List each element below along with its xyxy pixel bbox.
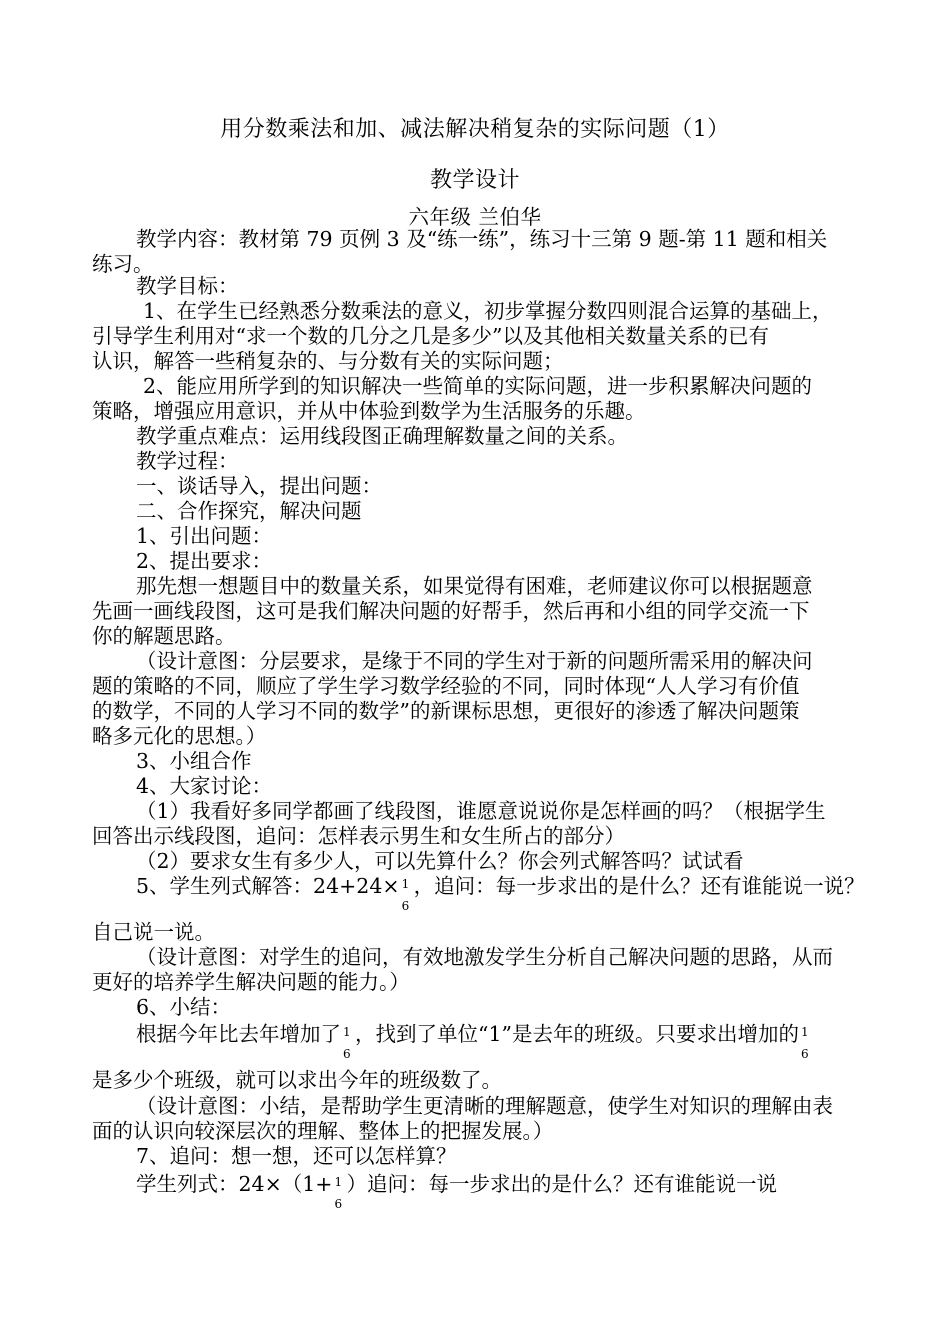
fraction-numerator: 1 <box>334 1175 343 1189</box>
summary-text: ，找到了单位“1”是去年的班级。只要求出增加的 <box>355 1022 800 1046</box>
content-line: 练习。 <box>92 252 154 276</box>
author-line: 六年级 兰伯华 <box>408 205 542 229</box>
formula-text: ，追问：每一步求出的是什么？还有谁能说一说？ <box>413 874 865 898</box>
step-line: 2、提出要求： <box>136 549 273 573</box>
section-heading: 二、合作探究，解决问题 <box>136 499 362 523</box>
fraction-one-sixth <box>400 874 414 913</box>
process-heading: 教学过程： <box>136 449 239 473</box>
document-subtitle: 教学设计 <box>429 168 520 193</box>
step-line: 4、大家讨论： <box>136 774 273 798</box>
design-note-line: （设计意图：对学生的追问，有效地激发学生分析自己解决问题的思路，从而 <box>136 945 833 969</box>
summary-text: 根据今年比去年增加了 <box>136 1022 341 1046</box>
paragraph-line: 你的解题思路。 <box>92 624 236 648</box>
step-line: 1、引出问题： <box>136 524 273 548</box>
fraction-one-sixth <box>341 1022 355 1061</box>
question-line: （1）我看好多同学都画了线段图，谁愿意说说你是怎样画的吗？（根据学生 <box>136 799 826 823</box>
paragraph-line: 自己说一说。 <box>92 920 215 944</box>
design-note-line: 更好的培养学生解决问题的能力。） <box>92 970 410 994</box>
paragraph-line: 那先想一想题目中的数量关系，如果觉得有困难，老师建议你可以根据题意 <box>136 574 813 598</box>
goal-text: 认识，解答一些稍复杂的、与分数有关的实际问题； <box>92 349 564 373</box>
paragraph-line: 是多少个班级，就可以求出今年的班级数了。 <box>92 1068 502 1092</box>
fraction-denominator: 6 <box>801 1047 809 1061</box>
formula-text: 学生列式：24×（1+ <box>136 1172 333 1196</box>
summary-line <box>136 1022 916 1061</box>
question-line: 回答出示线段图，追问：怎样表示男生和女生所占的部分） <box>92 824 625 848</box>
goal-text: 1、在学生已经熟悉分数乘法的意义，初步掌握分数四则混合运算的基础上， <box>143 299 833 323</box>
fraction-denominator: 6 <box>401 899 410 913</box>
fraction-one-sixth <box>799 1022 813 1061</box>
content-line: 教学内容：教材第 79 页例 3 及“练一练”，练习十三第 9 题-第 11 题和相关 <box>136 227 828 251</box>
fraction-numerator: 1 <box>801 1025 809 1039</box>
design-note-line: 题的策略的不同，顺应了学生学习数学经验的不同，同时体现“人人学习有价值 <box>92 674 800 698</box>
formula-line <box>136 1172 916 1211</box>
goal-text: 引导学生利用对“求一个数的几分之几是多少”以及其他相关数量关系的已有 <box>92 324 769 348</box>
goal-text: 2、能应用所学到的知识解决一些简单的实际问题，进一步积累解决问题的 <box>143 374 813 398</box>
question-line: （2）要求女生有多少人，可以先算什么？你会列式解答吗？试试看 <box>136 849 744 873</box>
design-note-line: 面的认识向较深层次的理解、整体上的把握发展。） <box>92 1119 554 1143</box>
document-title: 用分数乘法和加、减法解决稍复杂的实际问题（1） <box>220 117 730 142</box>
formula-text: ）追问：每一步求出的是什么？还有谁能说一说 <box>346 1172 777 1196</box>
fraction-denominator: 6 <box>334 1197 343 1211</box>
step-line: 3、小组合作 <box>136 749 252 773</box>
fraction-denominator: 6 <box>343 1047 351 1061</box>
paragraph-line: 先画一画线段图，这可是我们解决问题的好帮手，然后再和小组的同学交流一下 <box>92 599 810 623</box>
goal-text: 策略，增强应用意识，并从中体验到数学为生活服务的乐趣。 <box>92 399 646 423</box>
design-note-line: 略多元化的思想。） <box>92 724 267 748</box>
design-note-line: （设计意图：小结，是帮助学生更清晰的理解题意，使学生对知识的理解由表 <box>136 1094 833 1118</box>
goals-heading: 教学目标： <box>136 274 239 298</box>
step-line: 7、追问：想一想，还可以怎样算？ <box>136 1144 457 1168</box>
keypoint-line: 教学重点难点：运用线段图正确理解数量之间的关系。 <box>136 424 628 448</box>
formula-line <box>136 874 916 913</box>
formula-text: 5、学生列式解答：24+24× <box>136 874 400 898</box>
fraction-one-sixth <box>332 1172 346 1211</box>
step-line: 6、小结： <box>136 995 232 1019</box>
fraction-numerator: 1 <box>343 1025 351 1039</box>
fraction-numerator: 1 <box>401 877 410 891</box>
design-note-line: 的数学，不同的人学习不同的数学”的新课标思想，更很好的渗透了解决问题策 <box>92 699 800 723</box>
design-note-line: （设计意图：分层要求，是缘于不同的学生对于新的问题所需采用的解决问 <box>136 649 813 673</box>
section-heading: 一、谈话导入，提出问题： <box>136 474 382 498</box>
